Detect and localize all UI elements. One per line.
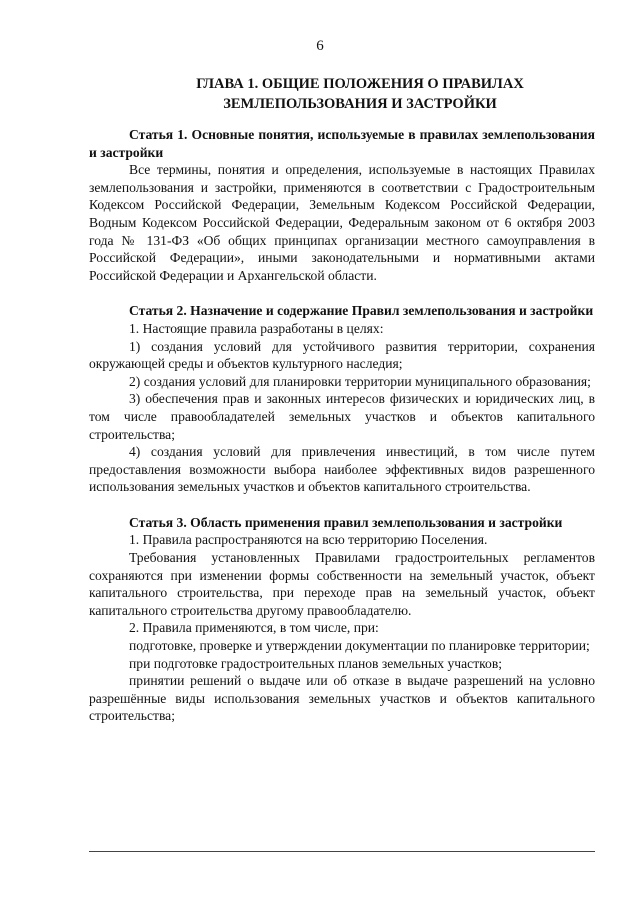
paragraph: 3) обеспечения прав и законных интересов физических и юридических лиц, в том числе правообладателей земельных участков и объектов капитального строительства; — [89, 391, 595, 442]
chapter-title: ГЛАВА 1. ОБЩИЕ ПОЛОЖЕНИЯ О ПРАВИЛАХ ЗЕМЛЕПОЛЬЗОВАНИЯ И ЗАСТРОЙКИ — [196, 76, 524, 112]
paragraph: Все термины, понятия и определения, используемые в настоящих Правилах землепользования и застройки, применяются в соответствии с Градостроительным Кодексом Российской Федерации, Земельным Кодексом Российской Федерации, Водным Кодексом Российской Федерации, Федеральным законом от 6 октября 2003 года № 131-ФЗ «Об общих принципах организации местного самоуправления в Российской Федерации», иными законодательными и нормативными актами Российской Федерации и Архангельской области. — [89, 162, 595, 283]
paragraph: 2) создания условий для планировки территории муниципального образования; — [129, 373, 591, 389]
paragraph: при подготовке градостроительных планов земельных участков; — [129, 655, 503, 671]
paragraph: 1. Правила распространяются на всю территорию Поселения. — [129, 532, 488, 548]
article-3 — [89, 514, 595, 725]
article-title: Статья 2. Назначение и содержание Правил землепользования и застройки — [129, 303, 594, 319]
page-number: 6 — [316, 38, 324, 54]
paragraph: подготовке, проверке и утверждении документации по планировке территории; — [129, 638, 590, 654]
paragraph: Требования установленных Правилами градостроительных регламентов сохраняются при изменении формы собственности на земельный участок, объект капитального строительства, при переходе прав на земельный участок, объект капитального строительства другому правообладателю. — [89, 550, 595, 618]
article-title: Статья 1. Основные понятия, используемые в правилах землепользования и застройки — [89, 127, 595, 160]
paragraph: принятии решений о выдаче или об отказе в выдаче разрешений на условно разрешённые виды использования земельных участков и объектов капитального строительства; — [89, 673, 595, 724]
paragraph: 1) создания условий для устойчивого развития территории, сохранения окружающей среды и объектов культурного наследия; — [89, 338, 595, 372]
footer-divider — [89, 851, 595, 852]
article-2 — [89, 302, 595, 496]
article-title: Статья 3. Область применения правил землепользования и застройки — [129, 514, 563, 530]
document-body — [89, 126, 595, 725]
paragraph: 2. Правила применяются, в том числе, при: — [129, 620, 379, 636]
paragraph: 1. Настоящие правила разработаны в целях: — [129, 320, 384, 336]
article-1 — [89, 126, 595, 284]
paragraph: 4) создания условий для привлечения инвестиций, в том числе путем предоставления возможности выбора наиболее эффективных видов разрешенного использования земельных участков и объектов капитального строительства. — [89, 444, 595, 495]
